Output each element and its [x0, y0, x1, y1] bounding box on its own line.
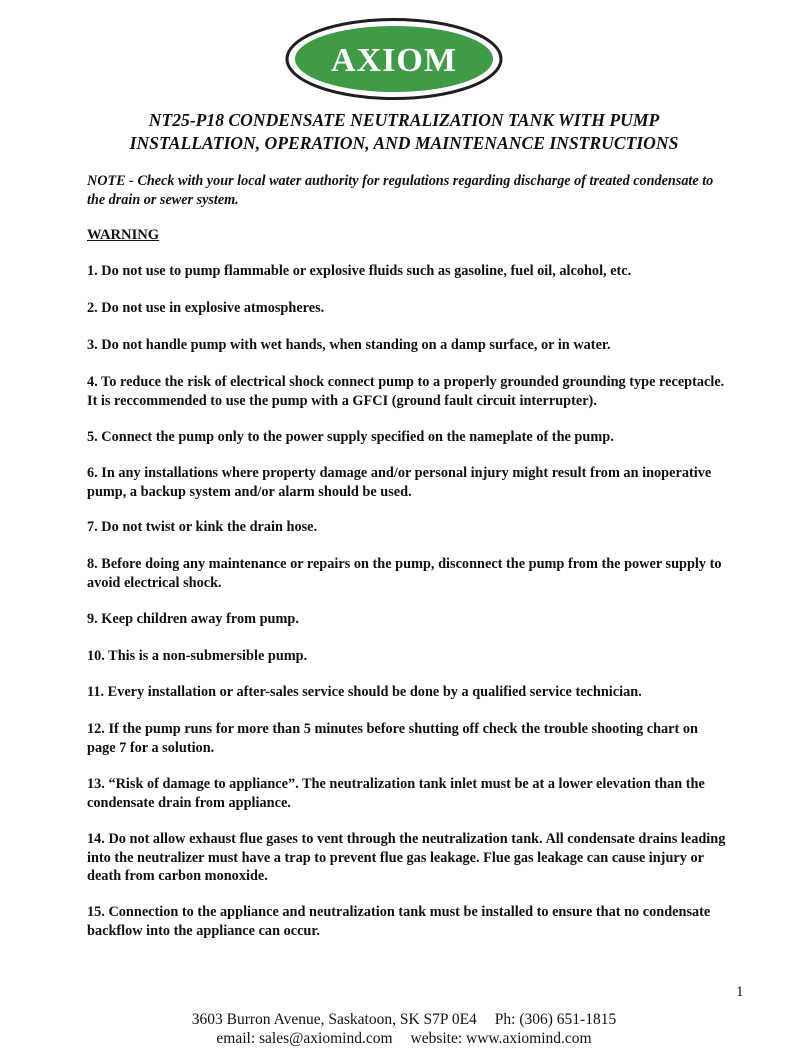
regulation-note: NOTE - Check with your local water authority for regulations regarding discharge of treated condensate to the drain or sewer system. [87, 173, 714, 208]
document-title-line-1: NT25-P18 CONDENSATE NEUTRALIZATION TANK WITH PUMP [148, 110, 660, 130]
warning-item-13: 13. “Risk of damage to appliance”. The neutralization tank inlet must be at a lower elevation than the condensate drain from appliance. [87, 776, 705, 811]
warning-item-2: 2. Do not use in explosive atmospheres. [87, 300, 325, 316]
warning-item-8: 8. Before doing any maintenance or repairs on the pump, disconnect the pump from the power supply to avoid electrical shock. [87, 556, 722, 591]
footer-contact-line [0, 1010, 808, 1029]
footer-email: email: sales@axiomind.com [216, 1030, 393, 1047]
warning-heading: WARNING [87, 227, 160, 243]
warning-item-5: 5. Connect the pump only to the power supply specified on the nameplate of the pump. [87, 429, 614, 445]
footer-phone: Ph: (306) 651-1815 [494, 1011, 617, 1028]
warning-item-1: 1. Do not use to pump flammable or explosive fluids such as gasoline, fuel oil, alcohol, etc. [87, 263, 632, 279]
document-title-line-2: INSTALLATION, OPERATION, AND MAINTENANCE INSTRUCTIONS [129, 133, 679, 153]
warning-item-7: 7. Do not twist or kink the drain hose. [87, 519, 318, 535]
footer-address: 3603 Burron Avenue, Saskatoon, SK S7P 0E4 [191, 1011, 477, 1028]
warning-item-4: 4. To reduce the risk of electrical shock connect pump to a properly grounded grounding type receptacle. It is reccommended to use the pump with a GFCI (ground fault circuit interrupter). [87, 374, 725, 409]
warning-item-9: 9. Keep children away from pump. [87, 611, 299, 627]
footer-website: website: www.axiomind.com [410, 1030, 592, 1047]
warning-item-12: 12. If the pump runs for more than 5 minutes before shutting off check the trouble shooting chart on page 7 for a solution. [87, 721, 698, 756]
warning-item-11: 11. Every installation or after-sales service should be done by a qualified service technician. [87, 684, 642, 700]
warning-item-3: 3. Do not handle pump with wet hands, when standing on a damp surface, or in water. [87, 337, 611, 353]
page-number: 1 [736, 984, 744, 1000]
logo-text: AXIOM [331, 42, 457, 79]
footer-web-line [0, 1029, 808, 1048]
warning-item-14: 14. Do not allow exhaust flue gases to vent through the neutralization tank. All condensate drains leading into the neutralizer must have a trap to prevent flue gas leakage. Flue gas leakage can cause injury or death from carbon monoxide. [87, 831, 726, 884]
warning-item-6: 6. In any installations where property damage and/or personal injury might result from an inoperative pump, a backup system and/or alarm should be used. [87, 465, 712, 500]
warning-item-10: 10. This is a non-submersible pump. [87, 648, 308, 664]
warning-item-15: 15. Connection to the appliance and neutralization tank must be installed to ensure that no condensate backflow into the appliance can occur. [87, 904, 711, 939]
axiom-logo [284, 17, 504, 101]
